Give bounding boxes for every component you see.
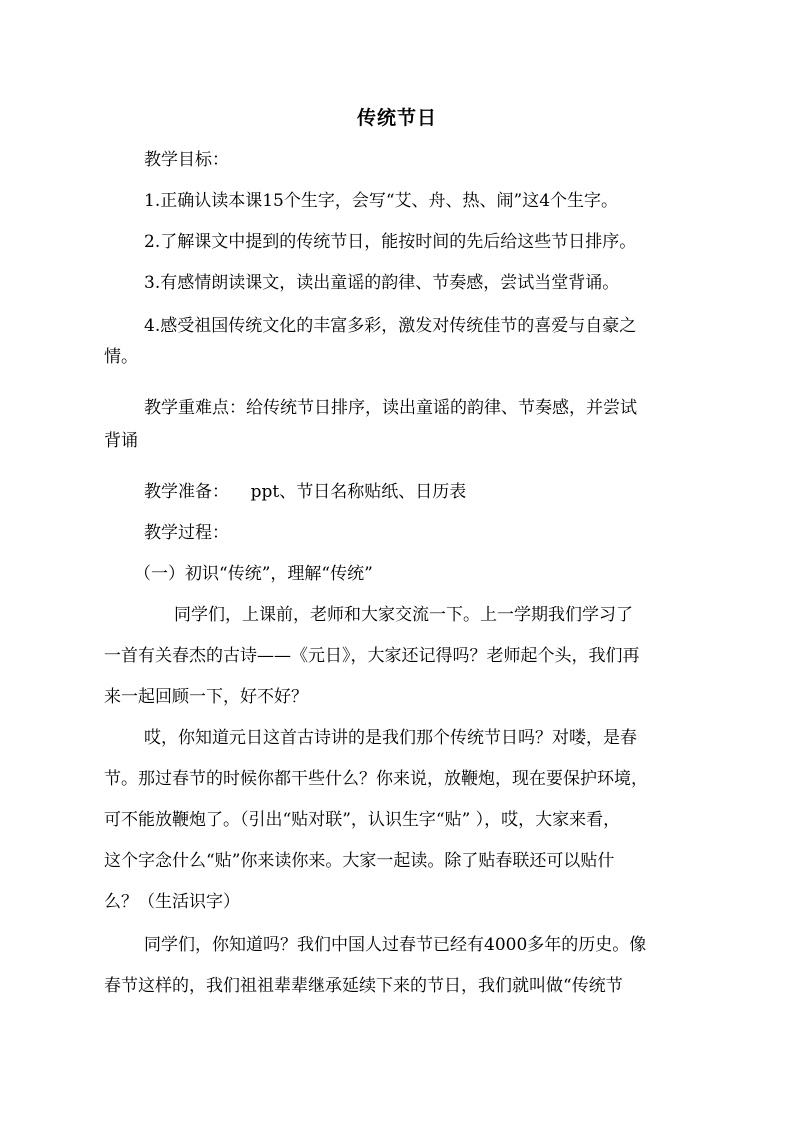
section-one-heading-text: （一）初识“传统”，理解“传统” — [134, 564, 373, 584]
objective-4-line-1: 4.感受祖国传统文化的丰富多彩，激发对传统佳节的喜爱与自豪之 — [144, 316, 637, 336]
paragraph-three-line-1: 同学们，你知道吗？我们中国人过春节已经有4000多年的历史。像 — [144, 935, 647, 955]
objective-3 — [104, 263, 694, 304]
paragraph-two-line-2: 节。那过春节的时候你都干些什么？你来说，放鞭炮，现在要保护环境， — [104, 769, 648, 789]
section-one-heading — [104, 554, 694, 595]
process-heading — [104, 513, 694, 554]
preparation-text: 教学准备： ppt、节日名称贴纸、日历表 — [144, 482, 467, 502]
objective-4-line-2: 情。 — [104, 347, 138, 367]
paragraph-one-line-2: 一首有关春杰的古诗——《元日》，大家还记得吗？老师起个头，我们再 — [104, 646, 640, 666]
paragraph-two-line-3: 可不能放鞭炮了。（引出“贴对联”，认识生字“贴” ），哎，大家来看， — [104, 810, 621, 830]
paragraph-three — [104, 925, 694, 1007]
objective-2 — [104, 222, 694, 263]
document-title: 传统节日 — [356, 107, 437, 129]
paragraph-three-line-2: 春节这样的，我们祖祖辈辈继承延续下来的节日，我们就叫做“传统节 — [104, 976, 623, 996]
paragraph-one-line-3: 来一起回顾一下，好不好？ — [104, 687, 308, 707]
paragraph-two-line-5: 么？（生活识字） — [104, 892, 240, 912]
objectives-heading — [104, 140, 694, 181]
objective-2-text: 2.了解课文中提到的传统节日，能按时间的先后给这些节日排序。 — [144, 232, 637, 252]
objective-4 — [104, 306, 694, 378]
objectives-heading-text: 教学目标： — [144, 150, 229, 170]
paragraph-one-line-1: 同学们，上课前，老师和大家交流一下。上一学期我们学习了 — [174, 605, 633, 625]
paragraph-one — [104, 595, 694, 718]
objective-1-text: 1.正确认读本课15个生字，会写“艾、舟、热、闹”这4个生字。 — [144, 191, 619, 211]
key-points — [104, 388, 694, 462]
paragraph-two-line-1: 哎，你知道元日这首古诗讲的是我们那个传统节日吗？对喽，是春 — [144, 728, 637, 748]
process-heading-text: 教学过程： — [144, 523, 229, 543]
paragraph-two-line-4: 这个字念什么“贴”你来读你来。大家一起读。除了贴春联还可以贴什 — [104, 851, 615, 871]
key-points-line-2: 背诵 — [104, 431, 138, 451]
key-points-line-1: 教学重难点：给传统节日排序，读出童谣的韵律、节奏感，并尝试 — [144, 398, 637, 418]
paragraph-two — [104, 718, 694, 923]
preparation — [104, 472, 694, 513]
objective-1 — [104, 181, 694, 222]
objective-3-text: 3.有感情朗读课文，读出童谣的韵律、节奏感，尝试当堂背诵。 — [144, 273, 620, 293]
